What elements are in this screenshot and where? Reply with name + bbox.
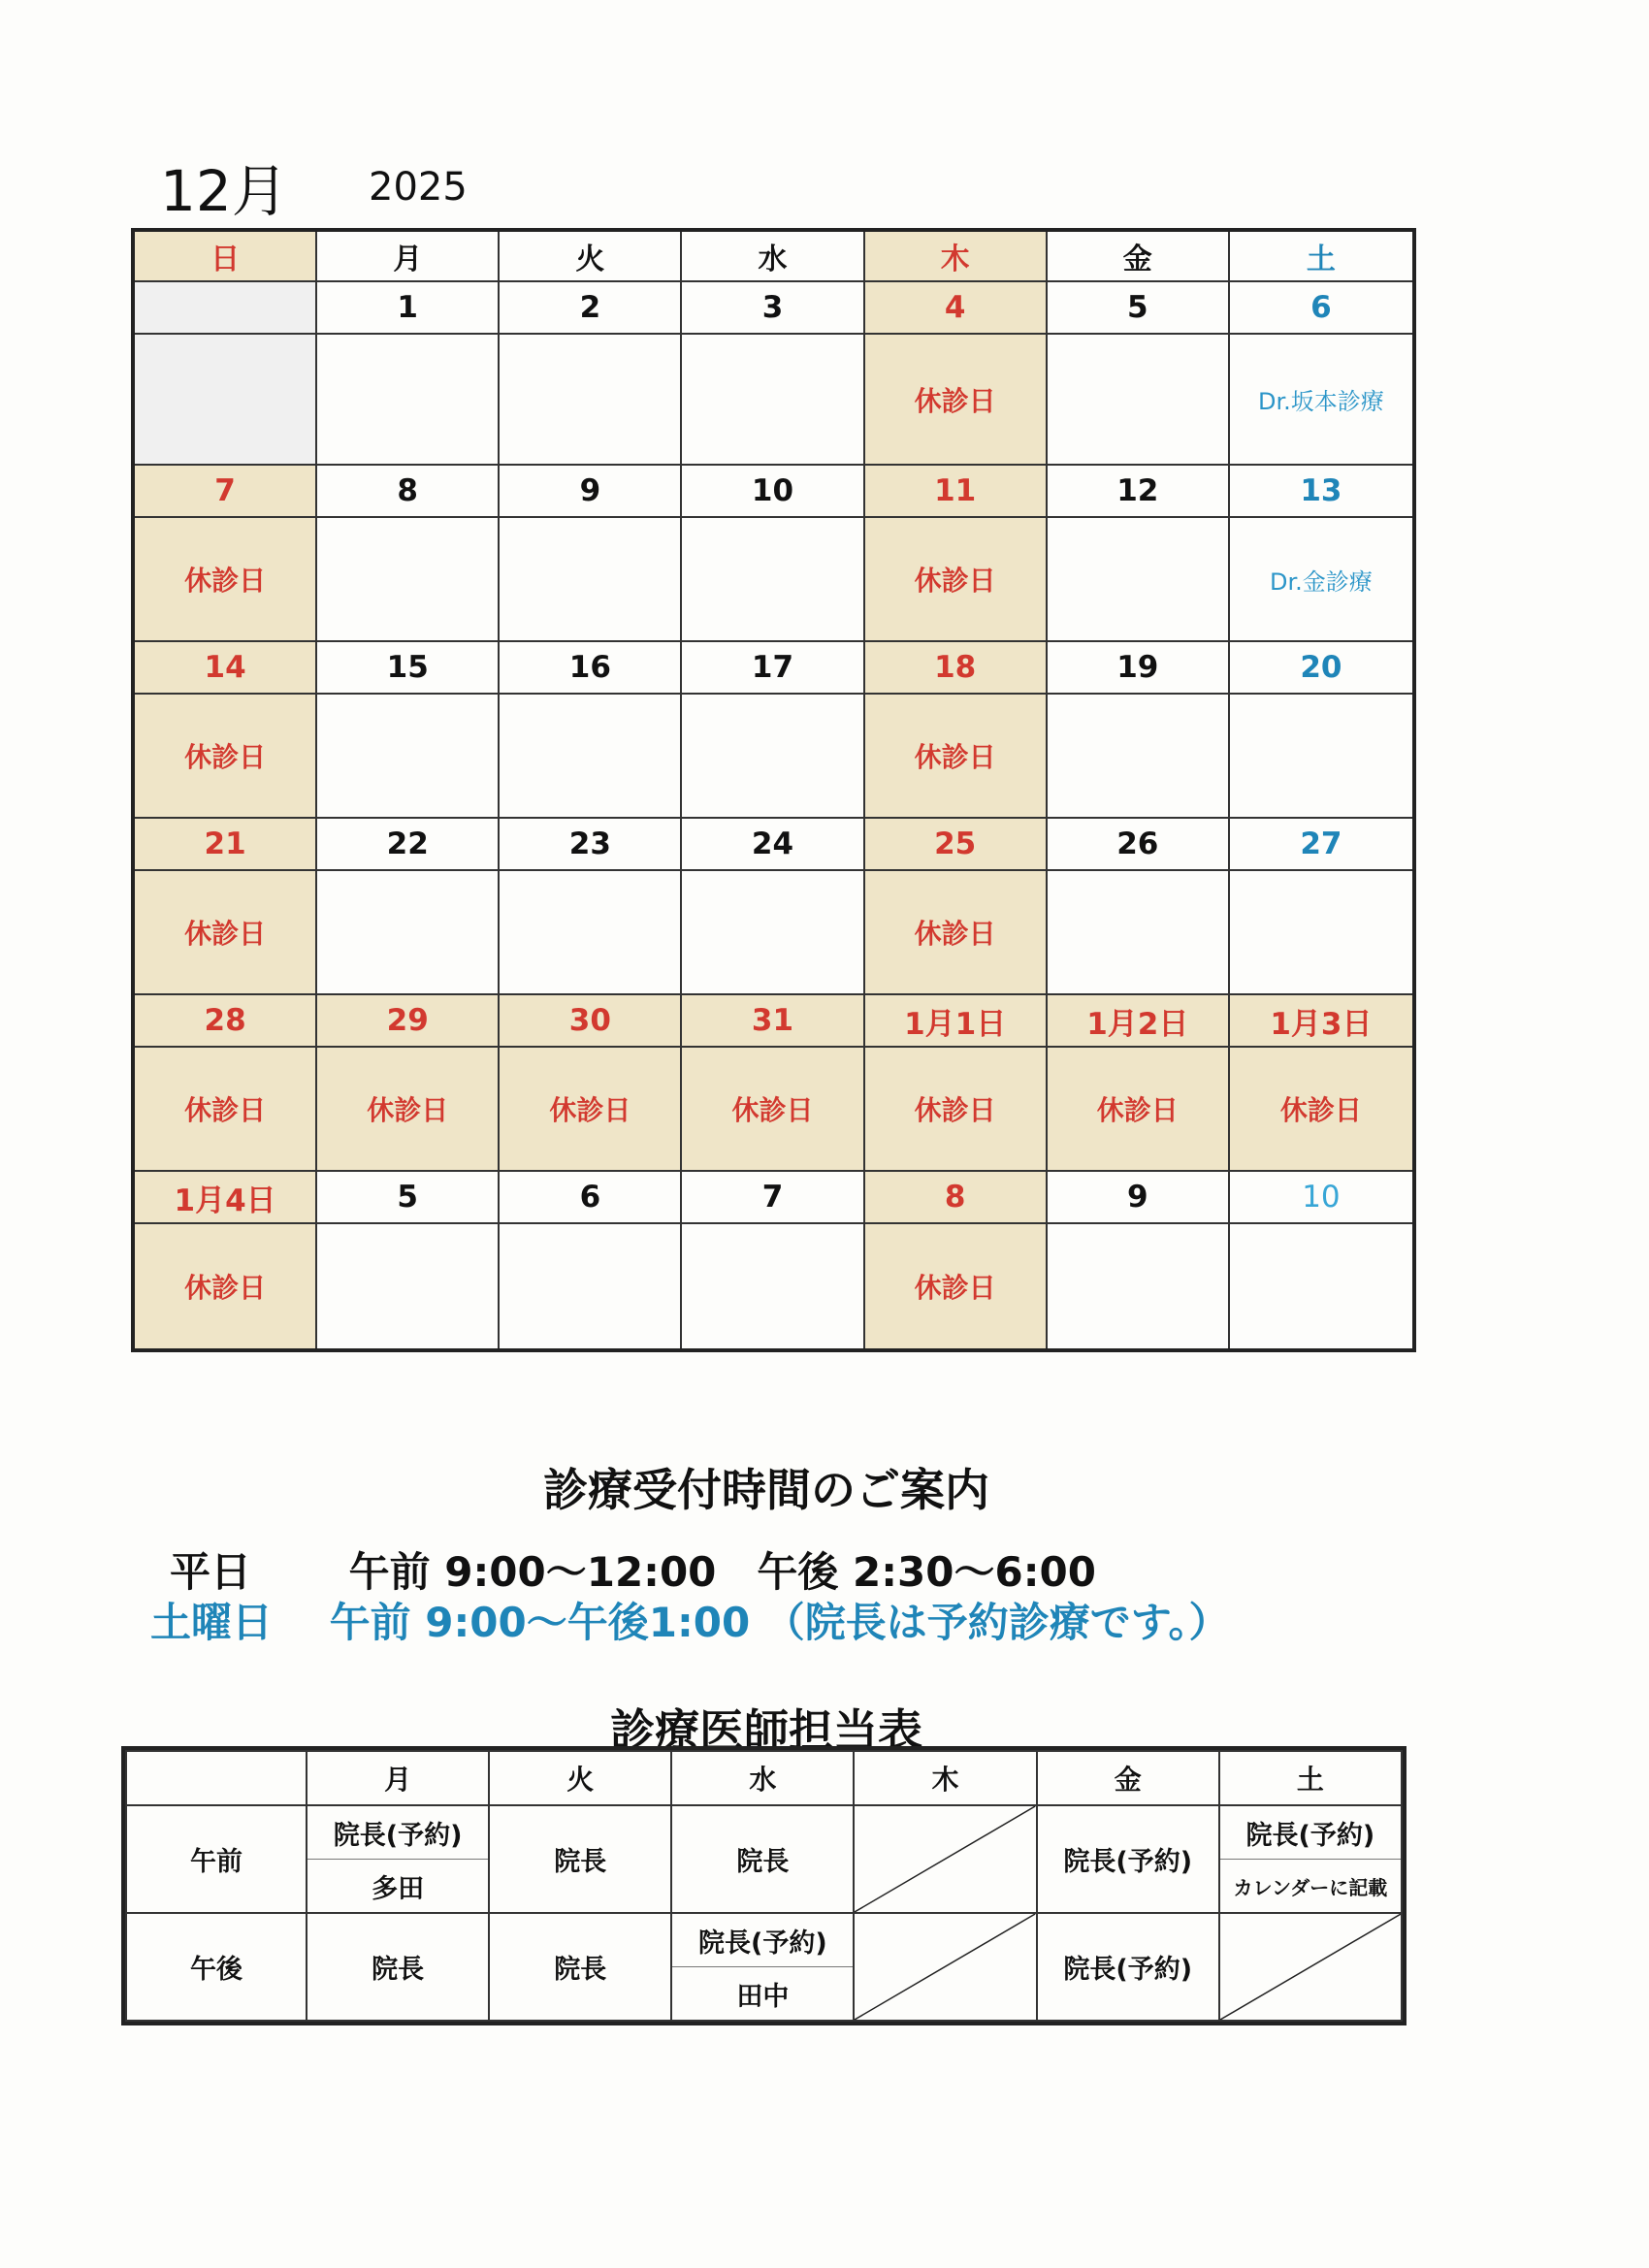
pm-tue: 院長 xyxy=(489,1913,671,2021)
closed-day-cell: 休診日 xyxy=(682,1048,864,1172)
month-title: 12月 xyxy=(160,158,288,224)
doc-day-thu: 木 xyxy=(854,1751,1036,1805)
doctor-pm-row xyxy=(126,1913,1402,2021)
day-note-cell xyxy=(682,1224,864,1348)
date-cell: 8 xyxy=(317,466,500,518)
am-wed: 院長 xyxy=(671,1805,854,1913)
doc-day-fri: 金 xyxy=(1037,1751,1219,1805)
date-cell: 28 xyxy=(135,995,317,1048)
closed-day-cell: 休診日 xyxy=(1048,1048,1230,1172)
closed-day-cell: 休診日 xyxy=(865,1224,1048,1348)
pm-thu xyxy=(854,1913,1036,2021)
date-cell: 7 xyxy=(682,1172,864,1224)
day-note-cell: Dr.金診療 xyxy=(1230,518,1412,642)
date-cell: 21 xyxy=(135,819,317,871)
date-cell: 27 xyxy=(1230,819,1412,871)
date-cell: 6 xyxy=(1230,282,1412,335)
date-cell: 6 xyxy=(500,1172,682,1224)
am-mon-1: 院長(予約) xyxy=(333,1820,463,1851)
am-mon xyxy=(307,1805,489,1913)
pm-wed xyxy=(671,1913,854,2021)
date-cell: 1月3日 xyxy=(1230,995,1412,1048)
day-note-cell xyxy=(1048,871,1230,995)
date-cell: 9 xyxy=(500,466,682,518)
am-fri: 院長(予約) xyxy=(1037,1805,1219,1913)
day-note-cell xyxy=(1048,1224,1230,1348)
weekday-header-fri: 金 xyxy=(1048,232,1230,282)
weekday-header-sat: 土 xyxy=(1230,232,1412,282)
closed-day-cell: 休診日 xyxy=(500,1048,682,1172)
closed-day-cell: 休診日 xyxy=(135,695,317,819)
hours-title: 診療受付時間のご案内 xyxy=(543,1464,989,1516)
closed-day-cell: 休診日 xyxy=(135,1224,317,1348)
weekday-header-tue: 火 xyxy=(500,232,682,282)
pm-label: 午後 xyxy=(126,1913,307,2021)
closed-day-cell: 休診日 xyxy=(1230,1048,1412,1172)
day-note-cell xyxy=(317,871,500,995)
date-cell: 2 xyxy=(500,282,682,335)
day-note-cell xyxy=(500,518,682,642)
no-service-slash xyxy=(1220,1914,1401,2020)
doc-day-tue: 火 xyxy=(489,1751,671,1805)
day-note-cell xyxy=(317,335,500,466)
date-cell: 19 xyxy=(1048,642,1230,695)
date-cell: 1月4日 xyxy=(135,1172,317,1224)
day-note-cell xyxy=(1048,695,1230,819)
date-cell: 22 xyxy=(317,819,500,871)
date-cell xyxy=(135,282,317,335)
corner-cell xyxy=(126,1751,307,1805)
weekday-hours-text: 午前 9:00～12:00 午後 2:30～6:00 xyxy=(348,1548,1096,1596)
day-note-cell xyxy=(500,335,682,466)
saturday-hours xyxy=(150,1591,1229,1649)
year-label: 2025 xyxy=(369,165,468,210)
date-cell: 24 xyxy=(682,819,864,871)
saturday-label: 土曜日 xyxy=(150,1599,274,1646)
date-cell: 1月2日 xyxy=(1048,995,1230,1048)
am-sat-2: カレンダーに記載 xyxy=(1220,1859,1401,1912)
day-note-cell xyxy=(1230,1224,1412,1348)
am-sat-1: 院長(予約) xyxy=(1245,1820,1375,1851)
am-label: 午前 xyxy=(126,1805,307,1913)
date-cell: 17 xyxy=(682,642,864,695)
doctor-schedule-table xyxy=(121,1746,1406,2025)
date-cell: 1月1日 xyxy=(865,995,1048,1048)
date-cell: 8 xyxy=(865,1172,1048,1224)
date-cell: 9 xyxy=(1048,1172,1230,1224)
date-cell: 15 xyxy=(317,642,500,695)
calendar-grid xyxy=(131,228,1416,1352)
closed-day-cell: 休診日 xyxy=(865,1048,1048,1172)
date-cell: 5 xyxy=(1048,282,1230,335)
day-note-cell xyxy=(1048,518,1230,642)
date-cell: 7 xyxy=(135,466,317,518)
am-mon-2: 多田 xyxy=(307,1859,488,1912)
closed-day-cell: 休診日 xyxy=(317,1048,500,1172)
doc-day-mon: 月 xyxy=(307,1751,489,1805)
date-cell: 12 xyxy=(1048,466,1230,518)
date-cell: 11 xyxy=(865,466,1048,518)
pm-mon: 院長 xyxy=(307,1913,489,2021)
date-cell: 3 xyxy=(682,282,864,335)
date-cell: 30 xyxy=(500,995,682,1048)
day-note-cell xyxy=(135,335,317,466)
date-cell: 20 xyxy=(1230,642,1412,695)
doc-day-wed: 水 xyxy=(671,1751,854,1805)
closed-day-cell: 休診日 xyxy=(865,335,1048,466)
day-note-cell xyxy=(500,1224,682,1348)
day-note-cell xyxy=(317,695,500,819)
closed-day-cell: 休診日 xyxy=(135,1048,317,1172)
doc-day-sat: 土 xyxy=(1219,1751,1402,1805)
day-note-cell xyxy=(1048,335,1230,466)
weekday-hours xyxy=(170,1540,1096,1599)
date-cell: 13 xyxy=(1230,466,1412,518)
date-cell: 18 xyxy=(865,642,1048,695)
date-cell: 4 xyxy=(865,282,1048,335)
closed-day-cell: 休診日 xyxy=(135,518,317,642)
day-note-cell xyxy=(317,518,500,642)
day-note-cell xyxy=(500,871,682,995)
am-sat xyxy=(1219,1805,1402,1913)
weekday-header-thu: 木 xyxy=(865,232,1048,282)
am-thu xyxy=(854,1805,1036,1913)
closed-day-cell: 休診日 xyxy=(865,871,1048,995)
date-cell: 1 xyxy=(317,282,500,335)
no-service-slash xyxy=(855,1806,1035,1912)
saturday-hours-text: 午前 9:00～午後1:00 （院長は予約診療です。） xyxy=(329,1599,1230,1646)
weekday-label: 平日 xyxy=(170,1548,252,1596)
day-note-cell: Dr.坂本診療 xyxy=(1230,335,1412,466)
day-note-cell xyxy=(682,871,864,995)
am-tue: 院長 xyxy=(489,1805,671,1913)
date-cell: 14 xyxy=(135,642,317,695)
pm-wed-2: 田中 xyxy=(672,1966,853,2020)
day-note-cell xyxy=(500,695,682,819)
doctor-header-row xyxy=(126,1751,1402,1805)
date-cell: 25 xyxy=(865,819,1048,871)
pm-sat xyxy=(1219,1913,1402,2021)
date-cell: 29 xyxy=(317,995,500,1048)
day-note-cell xyxy=(1230,871,1412,995)
weekday-header-sun: 日 xyxy=(135,232,317,282)
date-cell: 16 xyxy=(500,642,682,695)
closed-day-cell: 休診日 xyxy=(865,518,1048,642)
pm-fri: 院長(予約) xyxy=(1037,1913,1219,2021)
date-cell: 23 xyxy=(500,819,682,871)
closed-day-cell: 休診日 xyxy=(865,695,1048,819)
day-note-cell xyxy=(682,518,864,642)
closed-day-cell: 休診日 xyxy=(135,871,317,995)
day-note-cell xyxy=(682,335,864,466)
day-note-cell xyxy=(682,695,864,819)
date-cell: 26 xyxy=(1048,819,1230,871)
date-cell: 31 xyxy=(682,995,864,1048)
date-cell: 10 xyxy=(1230,1172,1412,1224)
date-cell: 5 xyxy=(317,1172,500,1224)
day-note-cell xyxy=(1230,695,1412,819)
weekday-header-mon: 月 xyxy=(317,232,500,282)
date-cell: 10 xyxy=(682,466,864,518)
weekday-header-wed: 水 xyxy=(682,232,864,282)
pm-wed-1: 院長(予約) xyxy=(698,1928,827,1959)
no-service-slash xyxy=(855,1914,1035,2020)
day-note-cell xyxy=(317,1224,500,1348)
doctor-schedule-title: 診療医師担当表 xyxy=(610,1704,922,1757)
doctor-am-row xyxy=(126,1805,1402,1913)
